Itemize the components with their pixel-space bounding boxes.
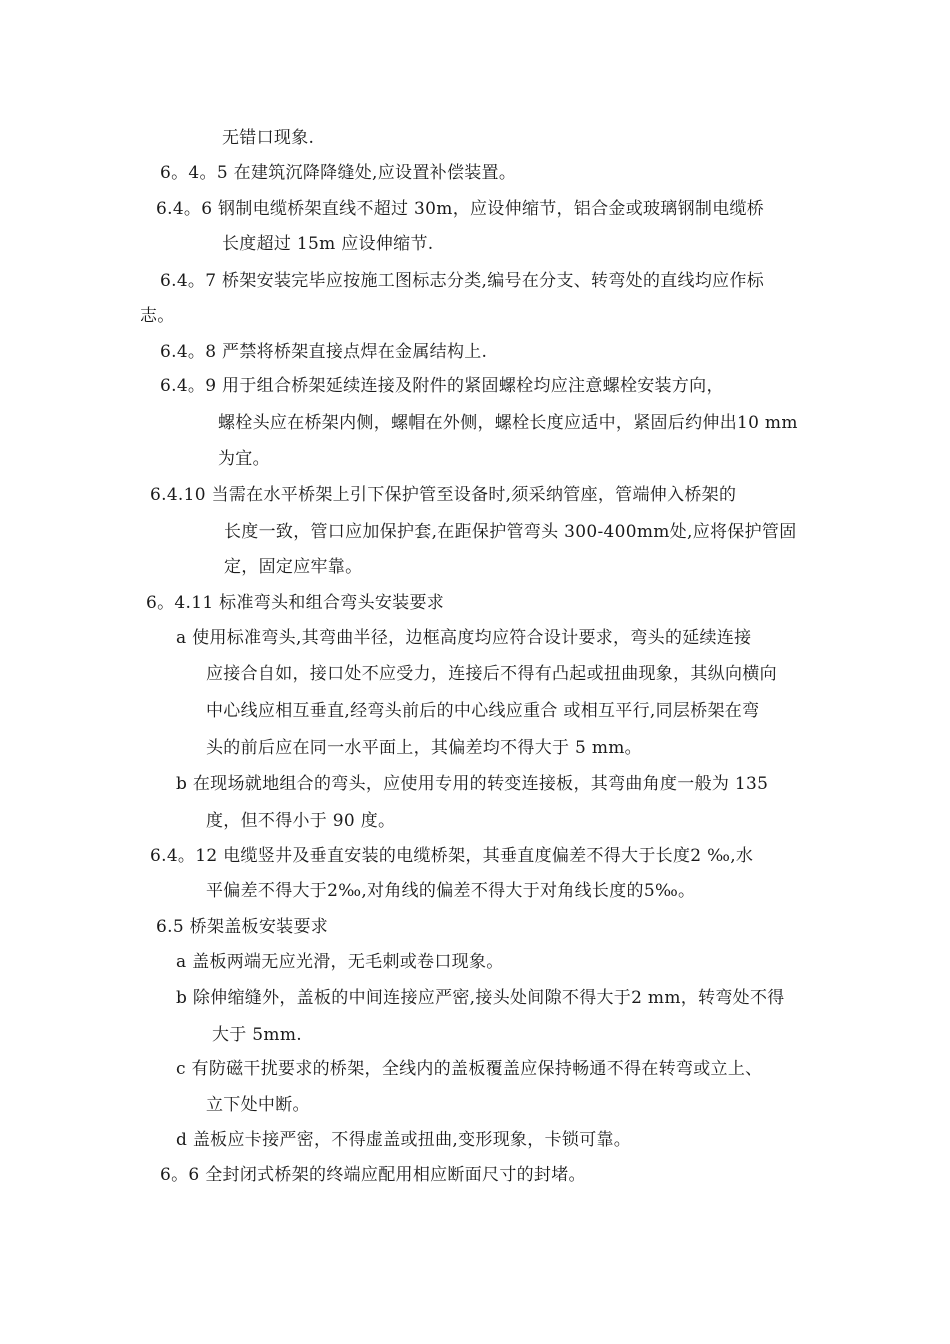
text-line: 定，固定应牢靠。 xyxy=(224,557,363,577)
text-line: 为宜。 xyxy=(218,449,270,469)
text-line: 度，但不得小于 90 度。 xyxy=(206,811,396,831)
clause-6-4-10: 6.4.10 当需在水平桥架上引下保护管至设备时,须采纳管座，管端伸入桥架的 xyxy=(150,485,737,505)
text-line: 大于 5mm. xyxy=(212,1025,302,1045)
text-line: 志。 xyxy=(140,306,175,326)
item-c: c 有防磁干扰要求的桥架，全线内的盖板覆盖应保持畅通不得在转弯或立上、 xyxy=(176,1059,763,1079)
item-a: a 盖板两端无应光滑，无毛刺或卷口现象。 xyxy=(176,952,504,972)
text-line: 长度超过 15m 应设伸缩节. xyxy=(222,234,434,254)
clause-6-4-11: 6。4.11 标准弯头和组合弯头安装要求 xyxy=(146,593,445,613)
text-line: 平偏差不得大于2‰,对角线的偏差不得大于对角线长度的5‰。 xyxy=(206,881,696,901)
clause-6-4-8: 6.4。8 严禁将桥架直接点焊在金属结构上. xyxy=(160,342,488,362)
text-line: 螺栓头应在桥架内侧，螺帽在外侧，螺栓长度应适中，紧固后约伸出10 mm xyxy=(218,413,798,433)
item-d: d 盖板应卡接严密，不得虚盖或扭曲,变形现象，卡锁可靠。 xyxy=(176,1130,632,1150)
clause-6-4-5: 6。4。5 在建筑沉降降缝处,应设置补偿装置。 xyxy=(160,163,517,183)
section-6-5: 6.5 桥架盖板安装要求 xyxy=(156,917,329,937)
item-a: a 使用标准弯头,其弯曲半径，边框高度均应符合设计要求，弯头的延续连接 xyxy=(176,628,752,648)
clause-6-4-6: 6.4。6 钢制电缆桥架直线不超过 30m，应设伸缩节，铝合金或玻璃钢制电缆桥 xyxy=(156,199,765,219)
text-line: 无错口现象. xyxy=(222,128,315,148)
item-b: b 在现场就地组合的弯头，应使用专用的转变连接板，其弯曲角度一般为 135 xyxy=(176,774,769,794)
clause-6-4-12: 6.4。12 电缆竖井及垂直安装的电缆桥架，其垂直度偏差不得大于长度2 ‰,水 xyxy=(150,846,754,866)
clause-6-4-9: 6.4。9 用于组合桥架延续连接及附件的紧固螺栓均应注意螺栓安装方向， xyxy=(160,376,724,396)
text-line: 立下处中断。 xyxy=(206,1095,310,1115)
text-line: 长度一致，管口应加保护套,在距保护管弯头 300-400mm处,应将保护管固 xyxy=(224,522,797,542)
text-line: 头的前后应在同一水平面上，其偏差均不得大于 5 mm。 xyxy=(206,738,642,758)
section-6-6: 6。6 全封闭式桥架的终端应配用相应断面尺寸的封堵。 xyxy=(160,1165,586,1185)
item-b: b 除伸缩缝外，盖板的中间连接应严密,接头处间隙不得大于2 mm，转弯处不得 xyxy=(176,988,785,1008)
text-line: 应接合自如，接口处不应受力，连接后不得有凸起或扭曲现象，其纵向横向 xyxy=(206,664,777,684)
clause-6-4-7: 6.4。7 桥架安装完毕应按施工图标志分类,编号在分支、转弯处的直线均应作标 xyxy=(160,271,765,291)
text-line: 中心线应相互垂直,经弯头前后的中心线应重合 或相互平行,同层桥架在弯 xyxy=(206,701,760,721)
